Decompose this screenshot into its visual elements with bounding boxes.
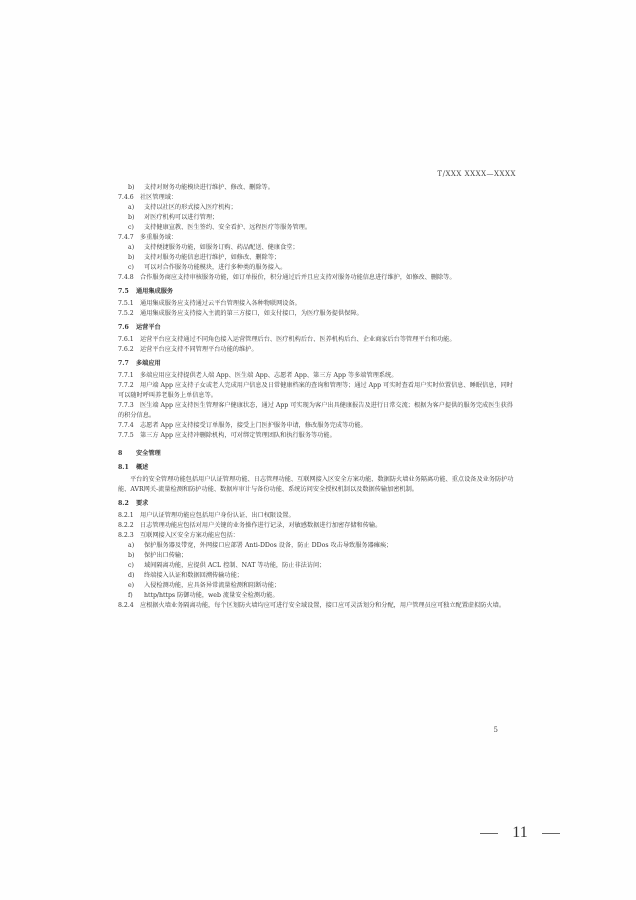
clause-text: 多重服务域： (140, 234, 178, 241)
clause-text: 用户认证管理功能应包括用户身份认证、出口权限设置。 (140, 512, 295, 519)
document-body (118, 183, 518, 611)
clause-number: 7.7.2 (118, 382, 134, 389)
clause-text: 互联网接入区安全方案功能应包括： (140, 532, 239, 539)
clause-text: 保护服务器及带宽，外网接口应部署 Anti-DDos 设备，防止 DDos 攻击导致服务器瘫痪； (144, 542, 393, 549)
list-item (118, 561, 518, 571)
clause (118, 401, 518, 421)
clause-text: 第三方 App 应支持冲删除机构，可对绑定管理团队和执行服务等功能。 (140, 432, 336, 439)
clause-number: 7.4.7 (118, 234, 134, 241)
clause (118, 273, 518, 283)
clause-text: 通用集成服务 (136, 288, 174, 295)
clause-text: 安全管理 (136, 450, 161, 457)
clause-number: a) (128, 244, 135, 251)
list-item (118, 541, 518, 551)
clause-text: 支持健康宣教、医生签约、安全看护、远程医疗等服务管理。 (144, 224, 312, 231)
clause (118, 381, 518, 401)
section-heading (118, 323, 518, 333)
clause-text: 运营平台 (136, 324, 161, 331)
clause (118, 531, 518, 541)
clause-number: 7.4.8 (118, 274, 134, 281)
clause (118, 335, 518, 345)
footer-dash-right (542, 833, 560, 834)
clause-number: 7.6.2 (118, 346, 134, 353)
clause-number: b) (128, 214, 135, 221)
clause (118, 193, 518, 203)
clause-number: 8.2 (118, 500, 129, 507)
clause-number: 7.4.6 (118, 194, 134, 201)
list-item (118, 591, 518, 601)
clause-text: 运营平台应支持不同管理平台功能的维护。 (140, 346, 258, 353)
clause (118, 431, 518, 441)
clause (118, 233, 518, 243)
clause (118, 299, 518, 309)
clause-number: e) (128, 582, 135, 589)
clause-text: 多端应用应支持提供老人端 App、医生端 App、志愿者 App、第三方 App 等多端管理系统。 (140, 372, 398, 379)
clause-number: 7.7.4 (118, 422, 134, 429)
clause (118, 421, 518, 431)
clause-number: 7.6 (118, 324, 129, 331)
section-heading (118, 499, 518, 509)
list-item (118, 253, 518, 263)
list-item (118, 581, 518, 591)
clause-number: c) (128, 264, 134, 271)
paragraph (118, 475, 518, 495)
clause-number: c) (128, 224, 134, 231)
clause-text: 对医疗机构可以进行管理； (144, 214, 219, 221)
clause-text: 志愿者 App 应支持接受订单服务，接受上门医护服务申请，修改服务完成等功能。 (140, 422, 367, 429)
clause (118, 511, 518, 521)
clause-text: 合作服务商应支持审核服务功能，如订单报价，积分通过后并且应支持对服务功能信息进行维护，如修改、删除等。 (140, 274, 456, 281)
clause-number: b) (128, 184, 135, 191)
clause-number: 8.2.1 (118, 512, 134, 519)
page-number: 11 (512, 824, 528, 841)
clause-number: 7.6.1 (118, 336, 134, 343)
list-item (118, 551, 518, 561)
clause-text: 应根据火墙业务隔离功能，每个区划防火墙均应可进行安全域设置，接口应可灵活划分和分配，用户管理员应可独立配置虚拟防火墙。 (140, 602, 506, 609)
list-item (118, 571, 518, 581)
clause-text: 运营平台应支持通过不同角色接入运营管理后台、医疗机构后台、医养机构后台、企业商家后台等管理平台和功能。 (140, 336, 456, 343)
clause-text: 可以对合作服务功能模块，进行多种类的服务接入。 (144, 264, 287, 271)
list-item (118, 213, 518, 223)
clause-text: 域间隔离功能，应提供 ACL 控制、NAT 等功能，防止非法访问； (144, 562, 326, 569)
clause-text: 通用集成服务应支持通过云平台管理接入各种物联网设备。 (140, 300, 301, 307)
clause-text: 概述 (136, 464, 149, 471)
clause-text: 支持以社区的形式接入医疗机构； (144, 204, 237, 211)
clause-number: b) (128, 552, 135, 559)
footer-dash-left (480, 833, 498, 834)
list-item (118, 223, 518, 233)
clause-text: 日志管理功能应包括对用户关键的业务操作进行记录，对敏感数据进行加密存储和传输。 (140, 522, 382, 529)
clause-number: 8 (118, 450, 123, 457)
clause-text: 要求 (136, 500, 149, 507)
clause-text: 平台的安全管理功能包括用户认证管理功能、日志管理功能、互联网接入区安全方案功能、数据防火墙业务隔离功能、重点设备及业务防护功能、AVR网关-流量检测和防护功能、数据库审计与备份功能、系统访问安全授权机制以及数据传输加密机制。 (118, 476, 514, 493)
clause-number: 7.5 (118, 288, 129, 295)
clause (118, 521, 518, 531)
clause-number: 8.2.3 (118, 532, 134, 539)
clause-text: http/https 防御功能，web 流量安全检测功能。 (144, 592, 279, 599)
clause-number: 7.7 (118, 360, 129, 367)
clause-number: 7.5.2 (118, 310, 134, 317)
clause-number: 7.7.5 (118, 432, 134, 439)
clause-text: 用户端 App 应支持子女或老人完成用户信息及日常健康档案的查询和管理等；通过 App 可实时查看用户实时位置信息、睡眠信息，同时可以随时呼叫养老服务上单信息等。 (118, 382, 513, 399)
clause-number: 7.5.1 (118, 300, 134, 307)
clause-number: 7.7.3 (118, 402, 134, 409)
clause-text: 多端应用 (136, 360, 161, 367)
clause-number: 8.2.4 (118, 602, 134, 609)
clause-number: a) (128, 542, 135, 549)
clause-number: d) (128, 572, 135, 579)
clause-text: 终端接入认证和数据回溯传输功能； (144, 572, 243, 579)
page-footer (480, 823, 560, 843)
clause (118, 345, 518, 355)
section-heading (118, 359, 518, 369)
clause-text: 支持对财务功能模块进行维护、修改、删除等。 (144, 184, 274, 191)
clause (118, 371, 518, 381)
clause-text: 通用集成服务应支持接入主流的第三方接口，如支付接口，为医疗服务提供保障。 (140, 310, 363, 317)
clause-number: 8.2.2 (118, 522, 134, 529)
section-heading (118, 463, 518, 473)
list-item (118, 183, 518, 193)
clause-number: c) (128, 562, 134, 569)
clause-text: 入侵检测功能，应具备异常流量检测和阻断功能； (144, 582, 281, 589)
inner-page-number: 5 (493, 726, 498, 734)
section-heading (118, 287, 518, 297)
clause-number: 7.7.1 (118, 372, 134, 379)
clause-number: a) (128, 204, 135, 211)
clause-number: 8.1 (118, 464, 129, 471)
clause (118, 601, 518, 611)
clause-text: 支持对服务功能信息进行维护，如修改、删除等； (144, 254, 281, 261)
clause-text: 支持便捷服务功能，如服务订购、药品配送、健康食堂； (144, 244, 299, 251)
clause-number: f) (128, 592, 133, 599)
list-item (118, 243, 518, 253)
list-item (118, 263, 518, 273)
chapter-heading (118, 449, 518, 459)
clause-text: 社区管理域： (140, 194, 178, 201)
clause-number: b) (128, 254, 135, 261)
clause-text: 医生端 App 应支持医生管理客户健康状态，通过 App 可实现为客户出具健康报告及进行日常交流；根据为客户提供的服务完成医生获得的积分信息。 (118, 402, 513, 419)
clause-text: 保护出口传输； (144, 552, 188, 559)
list-item (118, 203, 518, 213)
document-id: T/XXX XXXX—XXXX (437, 170, 516, 178)
clause (118, 309, 518, 319)
